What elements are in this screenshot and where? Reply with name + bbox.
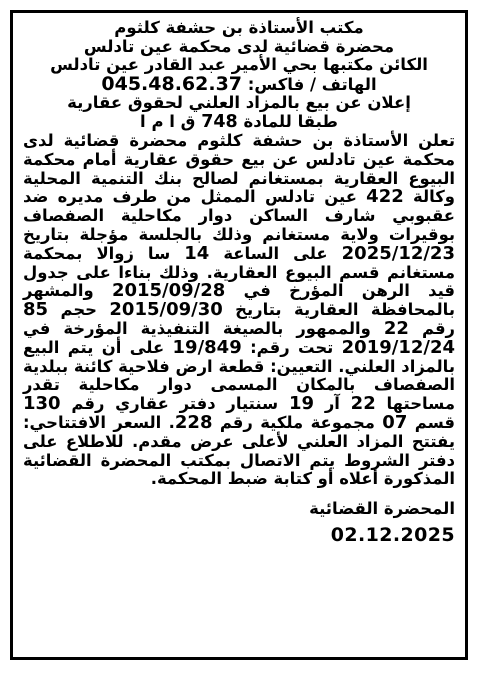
phone-label: الهاتف / فاكس: bbox=[242, 74, 377, 94]
body-text-8: والممهور بالصيغة التنفيذية المؤرخة في bbox=[23, 318, 384, 338]
executory-number: 19/849 bbox=[172, 336, 242, 358]
hearing-date: 2025/12/23 bbox=[341, 242, 455, 264]
body-text-5: والمشهر بالمحافظة العقارية بتاريخ bbox=[23, 281, 455, 320]
signature-title: المحضرة القضائية bbox=[309, 499, 455, 519]
body-text-9: تحت رقم: bbox=[241, 337, 342, 357]
article-number: 748 bbox=[201, 111, 238, 132]
notice-header bbox=[23, 19, 455, 131]
signature-date: 02.12.2025 bbox=[330, 524, 455, 547]
legal-notice bbox=[10, 10, 468, 660]
body-text-14: مجموعة ملكية رقم bbox=[212, 412, 383, 432]
body-text-12: سنتيار دفتر عقاري رقم bbox=[60, 394, 289, 414]
office-name: مكتب الأستاذة بن حشفة كلثوم bbox=[114, 18, 364, 37]
volume-number: 85 bbox=[23, 299, 49, 321]
mortgage-date: 2015/09/28 bbox=[111, 280, 226, 302]
area-centiares: 19 bbox=[288, 393, 315, 415]
executory-date: 2019/12/24 bbox=[341, 336, 455, 358]
office-address: الكائن مكتبها بحي الأمير عبد القادر عين تادلس bbox=[50, 55, 428, 74]
body-text-11: آر bbox=[314, 394, 351, 414]
agency-number: 422 bbox=[366, 186, 404, 208]
phone-line bbox=[23, 72, 455, 95]
registration-number: 22 bbox=[383, 317, 409, 339]
notice-title: إعلان عن بيع بالمزاد العلني لحقوق عقارية bbox=[67, 93, 411, 112]
body-text-6: حجم bbox=[48, 300, 110, 320]
section-number: 07 bbox=[382, 411, 408, 433]
body-text-3: على الساعة bbox=[209, 243, 342, 263]
article-prefix: طبقا للمادة bbox=[237, 111, 338, 131]
property-group-number: 228 bbox=[174, 411, 213, 433]
hearing-hour: 14 bbox=[184, 242, 210, 264]
body-text-10: على أن يتم البيع بالمزاد العلني. التعيين: قطعة ارض فلاحية كائنة ببلدية الصفصاف بالمكان المسمى دوار مكاحلية تقدر مساحتها bbox=[23, 337, 455, 414]
area-ares: 22 bbox=[350, 393, 376, 415]
notice-body bbox=[23, 132, 455, 489]
signature-block bbox=[23, 499, 455, 545]
body-text-4: سا زوالا بمحكمة مستغانم قسم البيوع العقارية. وذلك بناءا على جدول قيد الرهن المؤرخ في bbox=[23, 243, 455, 301]
body-text-15: . السعر الافتتاحي: يفتتح المزاد العلني لأعلى عرض مقدم. للاطلاع على دفتر الشروط يتم الاتصال بمكتب المحضرة القضائية المذكورة أعلاه أو كتابة ضبط المحكمة. bbox=[23, 412, 455, 489]
registration-date: 2015/09/30 bbox=[109, 299, 223, 321]
land-register-number: 130 bbox=[23, 393, 61, 415]
body-text-2: عين تادلس الممثل من طرف مديره ضد عقبوبي شارف الساكن دوار مكاحلية الصفصاف بوقيرات ولاية مستغانم وذلك بالجلسة مؤجلة بتاريخ bbox=[23, 187, 455, 244]
phone-number: 045.48.62.37 bbox=[101, 72, 243, 95]
body-text-1: تعلن الأستاذة بن حشفة كلثوم محضرة قضائية لدى محكمة عين تادلس عن بيع حقوق عقارية أمام محكمة البيوع العقارية بمستغانم لصالح بنك التنمية المحلية وكالة bbox=[23, 131, 455, 207]
body-text-7: رقم bbox=[408, 318, 455, 338]
body-text-13: قسم bbox=[407, 412, 455, 432]
legal-article-line bbox=[23, 113, 455, 132]
article-suffix: ق ا م ا bbox=[140, 111, 202, 131]
bailiff-role: محضرة قضائية لدى محكمة عين تادلس bbox=[83, 36, 395, 56]
